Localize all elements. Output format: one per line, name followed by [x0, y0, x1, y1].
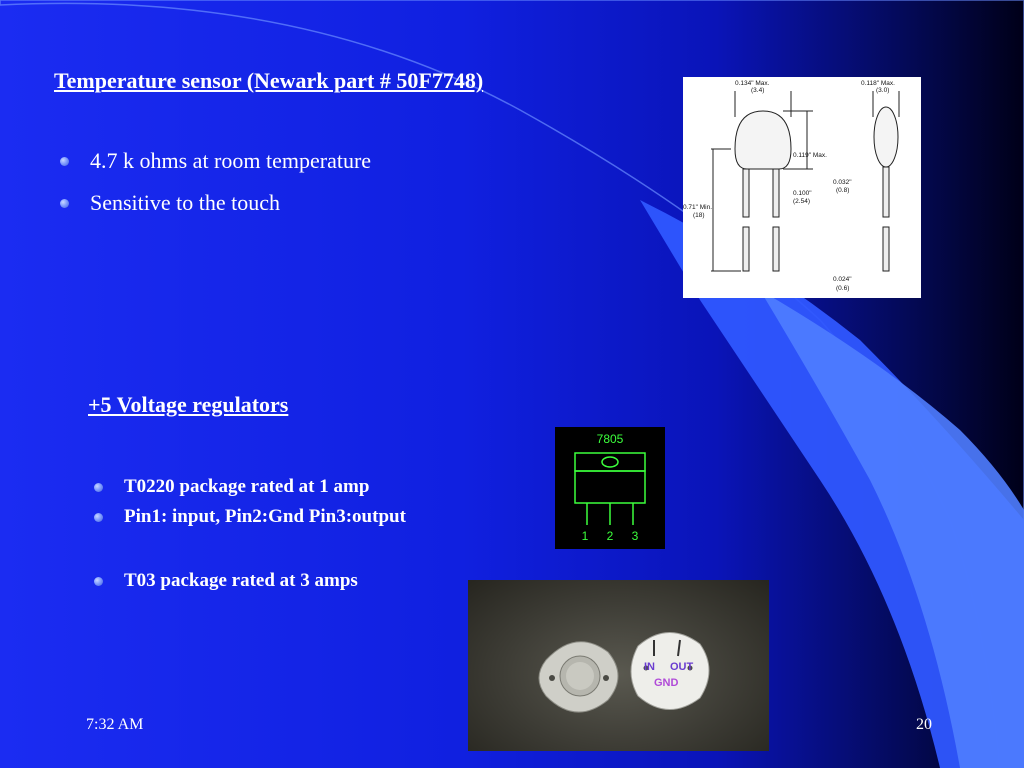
dimension-label: 0.032": [833, 179, 852, 186]
dimension-label: (3.4): [751, 87, 765, 94]
regulator-pinout-diagram: [555, 427, 665, 549]
slide-number: 20: [916, 716, 932, 733]
bullet-dot-icon: [94, 483, 103, 492]
pin-label: 2: [606, 529, 614, 543]
thermistor-dimension-drawing: [683, 77, 921, 298]
dimension-label: 0.118" Max.: [861, 80, 895, 87]
dimension-label: 0.71" Min.: [683, 204, 713, 211]
photo-label-gnd: GND: [654, 677, 679, 689]
list-item: 4.7 k ohms at room temperature: [56, 146, 371, 188]
pin-label: 3: [631, 529, 639, 543]
pin-label: 1: [581, 529, 589, 543]
part-number-label: 7805: [596, 432, 624, 446]
dimension-label: 0.134" Max.: [735, 80, 770, 87]
slide-title: Temperature sensor (Newark part # 50F7748): [54, 68, 484, 93]
dimension-label: (0.6): [836, 285, 850, 292]
footer-time: 7:32 AM: [86, 716, 144, 733]
list-item: T03 package rated at 3 amps: [90, 566, 450, 596]
photo-label-out: OUT: [670, 661, 694, 673]
sensor-bullet-list: [56, 146, 371, 230]
dimension-label: 0.119" Max.: [793, 152, 827, 159]
dimension-label: (0.8): [836, 187, 850, 194]
dimension-label: (18): [693, 212, 705, 219]
pinout-svg: [555, 427, 665, 549]
thermistor-diagram: [683, 77, 921, 298]
photo-label-in: IN: [644, 661, 655, 673]
dimension-label: (3.0): [876, 87, 890, 94]
to3-package-photo: [468, 580, 769, 751]
list-item: Sensitive to the touch: [56, 188, 371, 230]
dimension-label: 0.100": [793, 190, 812, 197]
dimension-label: 0.024": [833, 276, 852, 283]
bullet-dot-icon: [60, 199, 69, 208]
bullet-dot-icon: [94, 577, 103, 586]
regulator-bullet-list: [90, 472, 450, 596]
dimension-label: (2.54): [793, 198, 810, 205]
regulator-heading: +5 Voltage regulators: [88, 392, 289, 417]
bullet-dot-icon: [60, 157, 69, 166]
list-item: T0220 package rated at 1 amp: [90, 472, 450, 502]
photo-svg: [468, 580, 769, 751]
list-item: Pin1: input, Pin2:Gnd Pin3:output: [90, 502, 450, 532]
bullet-dot-icon: [94, 513, 103, 522]
